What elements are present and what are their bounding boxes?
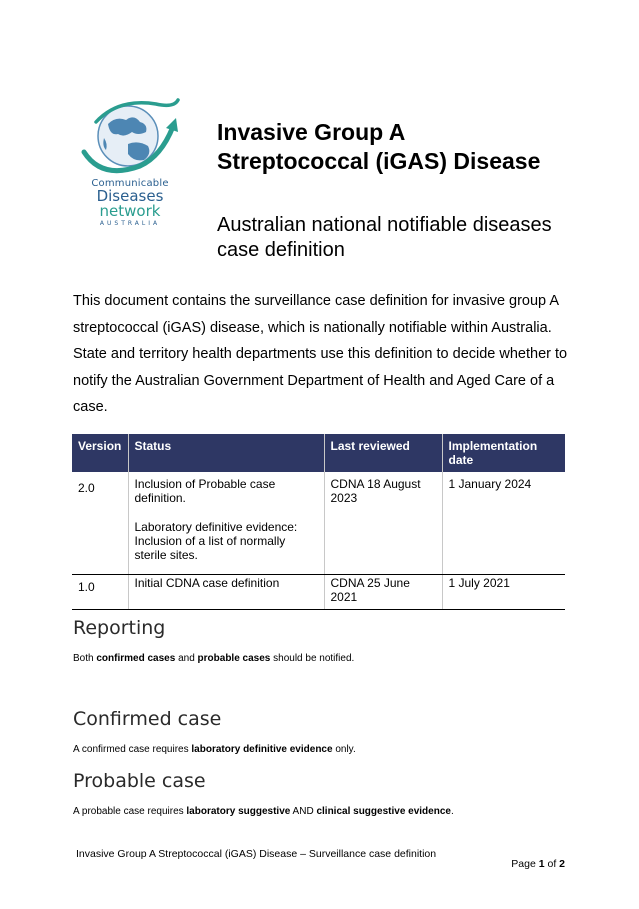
intro-paragraph: This document contains the surveillance case definition for invasive group A streptococcal (iGAS) disease, which is nationally notifiable within Australia. State and territory health departments use this definition to decide whether to notify the Australian Government Department of Health and Aged Care of a case. xyxy=(73,293,568,415)
reporting-text: Both confirmed cases and probable cases should be notified. xyxy=(73,653,355,664)
page-number: Page 1 of 2 xyxy=(511,858,565,870)
table-header-row xyxy=(72,434,565,472)
logo-line-3: network xyxy=(99,202,161,220)
globe-swirl-icon xyxy=(78,94,182,178)
header-implementation-date: Implementation date xyxy=(442,434,565,472)
cell-last-reviewed: CDNA 18 August 2023 xyxy=(324,472,442,575)
header-status: Status xyxy=(128,434,324,472)
header-last-reviewed: Last reviewed xyxy=(324,434,442,472)
logo-line-4: AUSTRALIA xyxy=(99,220,161,227)
cell-last-reviewed: CDNA 25 June 2021 xyxy=(324,575,442,610)
logo-line-2: Diseases xyxy=(96,187,164,205)
cell-version: 2.0 xyxy=(72,472,128,575)
confirmed-case-heading: Confirmed case xyxy=(73,708,222,730)
probable-case-text: A probable case requires laboratory suggestive AND clinical suggestive evidence. xyxy=(73,806,454,817)
cell-implementation-date: 1 January 2024 xyxy=(442,472,565,575)
document-subtitle: Australian national notifiable diseases case definition xyxy=(217,214,552,261)
reporting-heading: Reporting xyxy=(73,617,166,639)
cdna-logo xyxy=(78,94,182,236)
logo-line-1: Communicable xyxy=(91,178,169,189)
status-line: Laboratory definitive evidence: xyxy=(134,520,298,534)
confirmed-case-text: A confirmed case requires laboratory definitive evidence only. xyxy=(73,744,356,755)
cell-implementation-date: 1 July 2021 xyxy=(442,575,565,610)
cell-version: 1.0 xyxy=(72,575,128,610)
cell-status: Initial CDNA case definition xyxy=(128,575,324,610)
version-history-table xyxy=(72,434,565,610)
cell-status xyxy=(128,472,324,575)
table-row xyxy=(72,575,565,610)
header-version: Version xyxy=(72,434,128,472)
table-row xyxy=(72,472,565,575)
footer-title: Invasive Group A Streptococcal (iGAS) Disease – Surveillance case definition xyxy=(76,848,437,860)
document-title: Invasive Group A Streptococcal (iGAS) Disease xyxy=(217,119,541,174)
status-line: Inclusion of a list of normally sterile sites. xyxy=(134,534,286,562)
probable-case-heading: Probable case xyxy=(73,770,206,792)
status-line: Inclusion of Probable case definition. xyxy=(134,477,276,505)
